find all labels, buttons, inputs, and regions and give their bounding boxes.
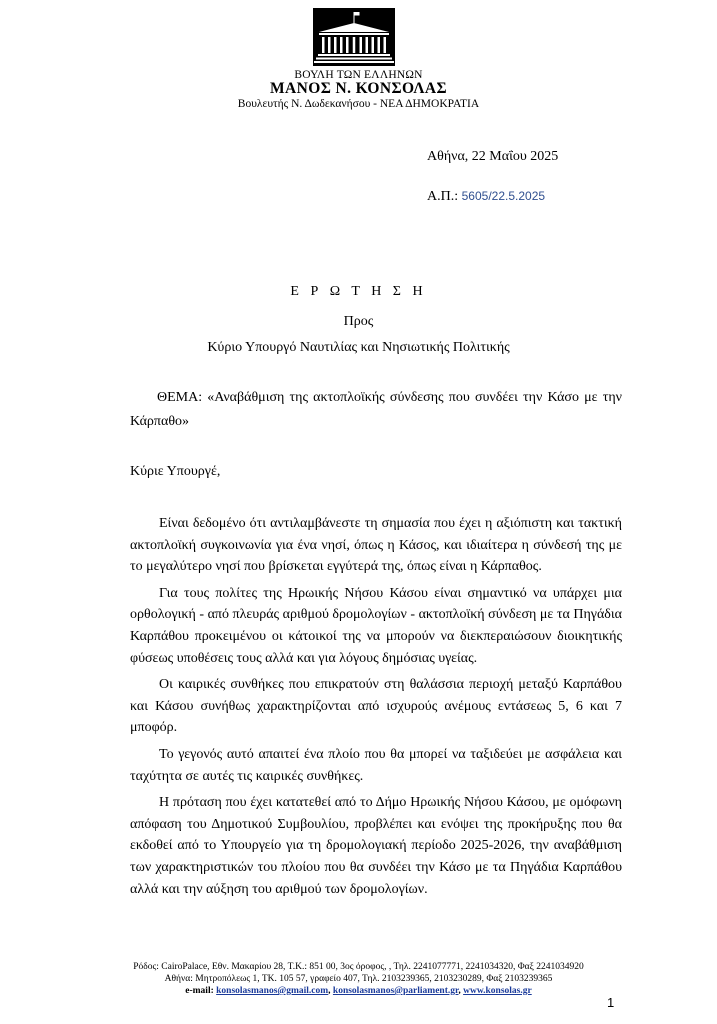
salutation: Κύριε Υπουργέ, [130,464,221,479]
mp-role: Βουλευτής Ν. Δωδεκανήσου - ΝΕΑ ΔΗΜΟΚΡΑΤΙΑ [237,98,480,110]
letter-body [130,513,622,905]
footer-athens-address: Αθήνα: Μητροπόλεως 1, ΤΚ. 105 57, γραφείο 407, Τηλ. 2103239365, 2103230289, Φαξ 2103239365 [164,974,553,984]
footer-email-line: e-mail: konsolasmanos@gmail.com, konsolasmanos@parliament.gr, www.konsolas.gr [185,986,532,996]
protocol-label: Α.Π.: [427,189,459,204]
body-paragraph: Το γεγονός αυτό απαιτεί ένα πλοίο που θα μπορεί να ταξιδεύει με ασφάλεια και ταχύτητα σε αυτές τις καιρικές συνθήκες. [130,746,622,784]
recipient: Κύριο Υπουργό Ναυτιλίας και Νησιωτικής Πολιτικής [207,340,510,355]
protocol-value: 5605/22.5.2025 [461,189,546,203]
to-label: Προς [343,314,374,329]
page-number: 1 [607,995,615,1010]
institution-name: ΒΟΥΛΗ ΤΩΝ ΕΛΛΗΝΩΝ [294,69,423,81]
body-paragraph: Οι καιρικές συνθήκες που επικρατούν στη θαλάσσια περιοχή μεταξύ Καρπάθου και Κάσου συνήθως χαρακτηρίζονται από ισχυρούς ανέμους εντάσεως 5, 6 και 7 μποφόρ. [130,677,622,736]
footer-contact [0,961,717,997]
subject-line: ΘΕΜΑ: «Αναβάθμιση της ακτοπλοϊκής σύνδεσης που συνδέει την Κάσο με την Κάρπαθο» [130,390,622,429]
body-paragraph: Η πρόταση που έχει κατατεθεί από το Δήμο Ηρωικής Νήσου Κάσου, με ομόφωνη απόφαση του Δημοτικού Συμβουλίου, προβλέπει και ενόψει της προκήρυξης που θα εκδοθεί από το Υπουργείο για τη δρομολογιακή περίοδο 2025-2026, την αναβάθμιση των χαρακτηριστικών του πλοίου που θα συνδέει την Κάσο με τα Πηγάδια Καρπάθου αλλά και την αύξηση του αριθμού των δρομολογίων. [130,795,622,897]
document-title: Ε Ρ Ω Τ Η Σ Η [290,284,427,299]
protocol-number [427,189,545,205]
body-paragraph: Για τους πολίτες της Ηρωικής Νήσου Κάσου είναι σημαντικό να υπάρχει μια ορθολογική - από πλευράς αριθμού δρομολογίων - ακτοπλοϊκή σύνδεση με τα Πηγάδια Καρπάθου προκειμένου οι κάτοικοί της να μπορούν να διεκπεραιώσουν διοικητικής φύσεως υποθέσεις τους αλλά και για λόγους δημόσιας υγείας. [130,585,622,666]
email-link-parliament[interactable]: konsolasmanos@parliament.gr [332,986,459,996]
body-paragraph: Είναι δεδομένο ότι αντιλαμβάνεστε τη σημασία που έχει η αξιόπιστη και τακτική ακτοπλοϊκή συγκοινωνία για ένα νησί, όπως η Κάσος, και ιδιαίτερα η σύνδεσή της με το μεγαλύτερο νησί που βρίσκεται εγγύτερά της, όπως είναι η Κάρπαθος. [130,516,622,575]
email-label: e-mail: [185,986,214,996]
mp-name: ΜΑΝΟΣ Ν. ΚΟΝΣΟΛΑΣ [270,80,447,97]
footer-rhodes-address: Ρόδος: CairoPalace, Εθν. Μακαρίου 28, Τ.Κ.: 851 00, 3ος όροφος, , Τηλ. 2241077771, 2241034320, Φαξ 2241034920 [133,962,584,972]
website-link[interactable]: www.konsolas.gr [463,986,532,996]
parliament-building-logo [313,8,395,66]
document-date: Αθήνα, 22 Μαΐου 2025 [427,149,559,164]
email-link-gmail[interactable]: konsolasmanos@gmail.com [216,986,329,996]
